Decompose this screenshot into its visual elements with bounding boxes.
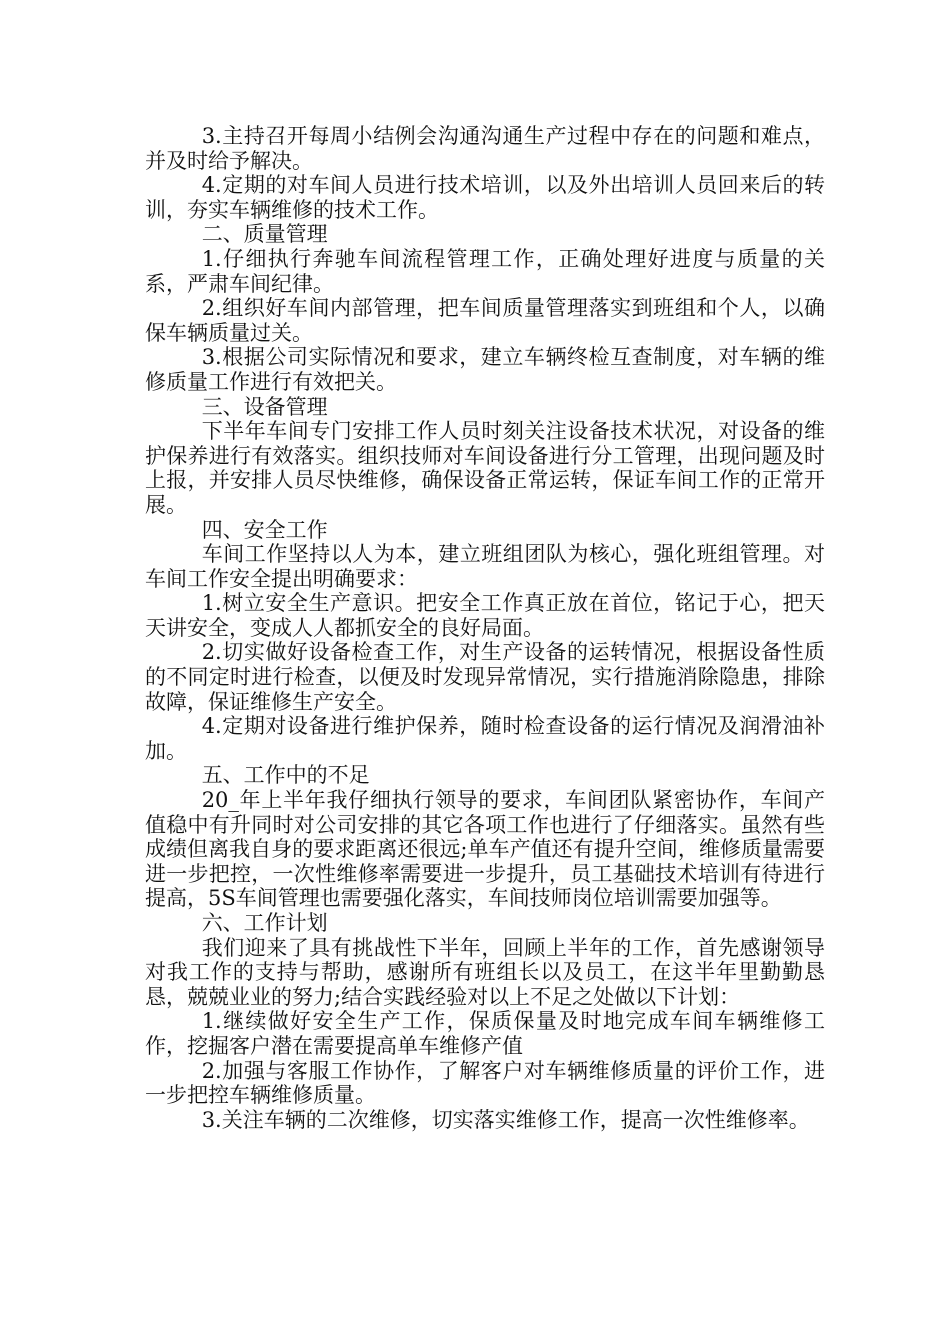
heading-shortcomings: 五、工作中的不足 (201, 763, 370, 788)
paragraph-plan-item-2: 2.加强与客服工作协作，了解客户对车辆维修质量的评价工作，进一步把控车辆维修质量。 (145, 1058, 825, 1108)
paragraph-safety-awareness: 1.树立安全生产意识。把安全工作真正放在首位，铭记于心，把天天讲安全，变成人人都抓安全的良好局面。 (145, 591, 825, 640)
document-body (145, 124, 825, 1132)
paragraph-safety-requirements: 车间工作坚持以人为本，建立班组团队为核心，强化班组管理。对车间工作安全提出明确要求： (145, 542, 825, 591)
paragraph-process-management: 1.仔细执行奔驰车间流程管理工作，正确处理好进度与质量的关系，严肃车间纪律。 (145, 246, 825, 296)
paragraph-plan-item-3: 3.关注车辆的二次维修，切实落实维修工作，提高一次性维修率。 (201, 1107, 810, 1132)
heading-work-plan: 六、工作计划 (201, 911, 328, 935)
paragraph-plan-intro: 我们迎来了具有挑战性下半年，回顾上半年的工作，首先感谢领导对我工作的支持与帮助，感谢所有班组长以及员工，在这半年里勤勤恳恳，兢兢业业的努力;结合实践经验对以上不足之处做以下计划： (145, 935, 825, 1009)
paragraph-weekly-meeting: 3.主持召开每周小结例会沟通沟通生产过程中存在的问题和难点，并及时给予解决。 (145, 124, 825, 173)
heading-equipment-management: 三、设备管理 (201, 394, 328, 419)
paragraph-equipment-status: 下半年车间专门安排工作人员时刻关注设备技术状况，对设备的维护保养进行有效落实。组织技师对车间设备进行分工管理，出现问题及时上报，并安排人员尽快维修，确保设备正常运转，保证车间工作的正常开展。 (145, 419, 825, 517)
paragraph-equipment-inspection: 2.切实做好设备检查工作，对生产设备的运转情况，根据设备性质的不同定时进行检查，以便及时发现异常情况，实行措施消除隐患，排除故障，保证维修生产安全。 (145, 640, 825, 714)
heading-safety-work: 四、安全工作 (201, 517, 328, 542)
paragraph-final-inspection: 3.根据公司实际情况和要求，建立车辆终检互查制度，对车辆的维修质量工作进行有效把关。 (145, 345, 825, 394)
paragraph-internal-management: 2.组织好车间内部管理，把车间质量管理落实到班组和个人，以确保车辆质量过关。 (145, 296, 825, 345)
paragraph-equipment-maintenance: 4.定期对设备进行维护保养，随时检查设备的运行情况及润滑油补加。 (145, 714, 825, 763)
paragraph-shortcomings: 20_年上半年我仔细执行领导的要求，车间团队紧密协作，车间产值稳中有升同时对公司安排的其它各项工作也进行了仔细落实。虽然有些成绩但离我自身的要求距离还很远;单车产值还有提升空间，维修质量需要进一步把控，一次性维修率需要进一步提升，员工基础技术培训有待进行提高，5S车间管理也需要强化落实，车间技师岗位培训需要加强等。 (145, 788, 825, 911)
paragraph-technical-training: 4.定期的对车间人员进行技术培训，以及外出培训人员回来后的转训，夯实车辆维修的技术工作。 (145, 173, 825, 222)
heading-quality-management: 二、质量管理 (201, 222, 328, 247)
paragraph-plan-item-1: 1.继续做好安全生产工作，保质保量及时地完成车间车辆维修工作，挖掘客户潜在需要提高单车维修产值 (145, 1009, 825, 1058)
